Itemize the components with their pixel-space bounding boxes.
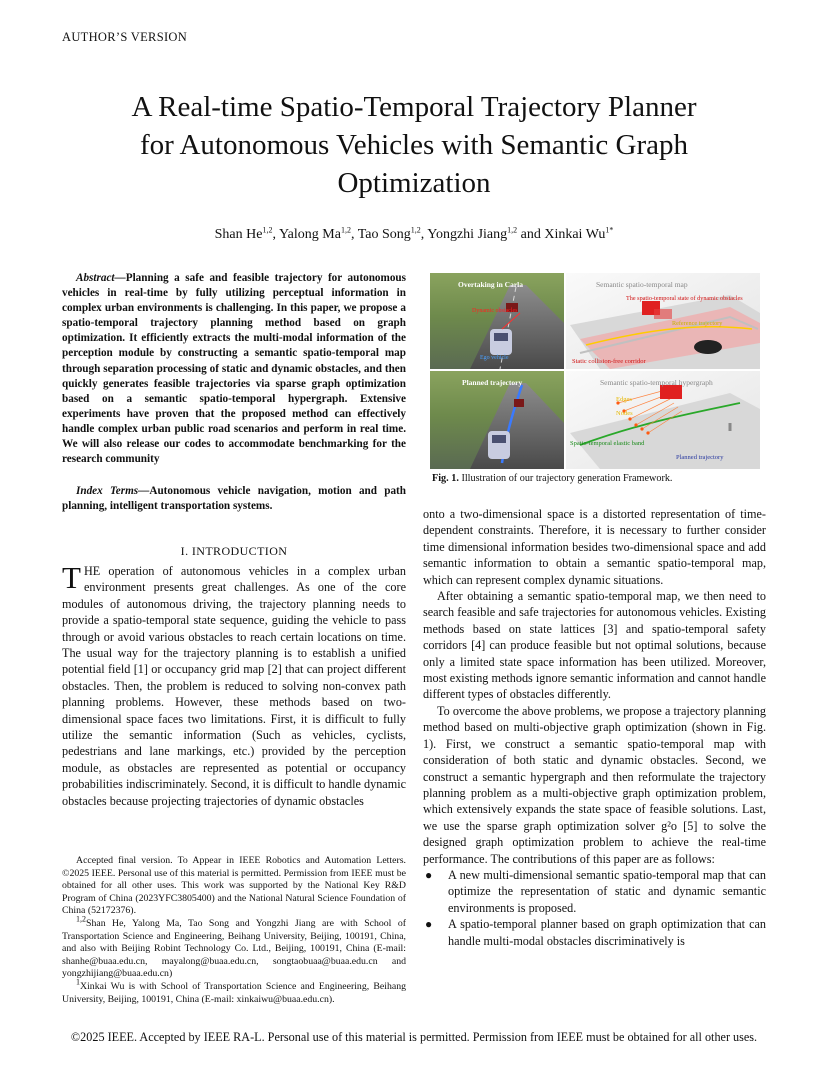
panel-hypergraph — [566, 371, 760, 469]
list-item: ● A spatio-temporal planner based on graph optimization that can handle multi-modal obstacles discriminatively is — [425, 917, 766, 948]
index-terms: Index Terms—Autonomous vehicle navigation, motion and path planning, intelligent transportation systems. — [62, 485, 406, 513]
svg-text:Semantic spatio-temporal hyper: Semantic spatio-temporal hypergraph — [600, 378, 713, 387]
svg-text:Dynamic obstacles: Dynamic obstacles — [472, 308, 518, 314]
svg-text:The spatio-temporal state of d: The spatio-temporal state of dynamic obstacles — [626, 295, 743, 302]
right-column-text — [423, 506, 766, 949]
panel-planned-trajectory — [430, 371, 564, 469]
contribution-list — [423, 867, 766, 949]
paragraph: After obtaining a semantic spatio-temporal map, we then need to search feasible and safe trajectories for autonomous vehicles. Existing methods based on state lattices [3] and spatio-temporal safety corridors [4] can produce feasible but not optimal solutions, because only a limited state space information has been utilized. Moreover, most existing methods ignore semantic information and cannot handle different types of obstacles differently. — [423, 589, 766, 702]
paragraph: onto a two-dimensional space is a distorted representation of time-dependent constraints. Therefore, it is necessary to further consider time dimensional information besides two-dimensional space and add semantic information to obtain a semantic spatio-temporal map, which can represent complex dynamic situations. — [423, 507, 766, 587]
footnotes — [62, 855, 406, 1006]
author: Yalong Ma — [278, 227, 341, 242]
author-list: Shan He$^{1,2}$, Yalong Ma$^{1,2}$, Tao Song$^{1,2}$, Yongzhi Jiang$^{1,2}$ and Xinkai $Wu^{1*}$ — [214, 225, 614, 242]
svg-text:Edges: Edges — [616, 396, 632, 403]
author: Xinkai Wu — [544, 227, 606, 242]
svg-text:Nodes: Nodes — [616, 410, 633, 417]
copyright-footer: ©2025 IEEE. Accepted by IEEE RA-L. Personal use of this material is permitted. Permission from IEEE must be obtained for all other uses. — [70, 1030, 758, 1044]
footnote: $^{1,2}$Shan He, Yalong Ma, Tao Song and Yongzhi Jiang are with School of Transportation Science and Engineering, Beihang University, Beijing, 100191, China, and also with Beijing Robint Technology Co. Ltd., Beijing, 100191, China (E-mail: shanhe@buaa.edu.cn, mayalong@buaa.edu.cn, songtaobuaa@buaa.edu.cn and yongzhijiang@buaa.edu.cn) — [62, 914, 406, 980]
svg-text:Planned trajectory: Planned trajectory — [462, 378, 523, 387]
svg-text:Overtaking in Carla: Overtaking in Carla — [458, 280, 523, 289]
abstract: Abstract—Planning a safe and feasible trajectory for autonomous vehicles in real-time by fully utilizing perceptual information in complex urban environments is challenging. In this paper, we propose a spatio-temporal trajectory planning method based on graph optimization. It efficiently extracts the multi-modal information of the perception module by constructing a semantic spatio-temporal map through separation processing of static and dynamic obstacles, and then quickly generates feasible trajectories via sparse graph optimization based on a semantic spatio-temporal hypergraph. Extensive experiments have proven that the proposed method can effectively handle complex urban public road scenarios and perform in real time. We will also release our codes to accommodate benchmarking for the research community — [62, 272, 406, 466]
figure-1 — [430, 273, 760, 469]
ego-vehicle — [490, 329, 512, 355]
list-item: ● A new multi-dimensional semantic spatio-temporal map that can optimize the representation of static and dynamic semantic environments is proposed. — [425, 867, 766, 915]
running-header: AUTHOR’S VERSION — [62, 30, 188, 44]
paper-title: A Real-time Spatio-Temporal Trajectory Planner for Autonomous Vehicles with Semantic Graph Optimization — [131, 91, 697, 199]
panel-semantic-map — [566, 273, 760, 369]
author: Shan He — [214, 227, 263, 242]
svg-text:Static collision-free corridor: Static collision-free corridor — [572, 358, 646, 365]
footnote: $^1$Xinkai Wu is with School of Transportation Science and Engineering, Beihang University, Beijing, 100191, China (E-mail: xinkaiwu@buaa.edu.cn). — [62, 977, 406, 1005]
paragraph: To overcome the above problems, we propose a trajectory planning method based on multi-objective graph optimization (shown in Fig. 1). First, we construct a semantic spatio-temporal map with consideration of both static and dynamic obstacles. Second, we construct a semantic hypergraph and then reformulate the trajectory planning problem as a multi-objective graph optimization problem, which extensively expands the state space of feasible solutions. Last, we use the sparse graph optimization solver g²o [5] to solve the designed graph optimization problem to achieve the real-time performance. The contributions of this paper are as follows: — [423, 703, 766, 866]
section-heading: I. INTRODUCTION — [180, 544, 288, 558]
svg-text:Ego vehicle: Ego vehicle — [480, 355, 509, 361]
svg-text:Planned trajectory: Planned trajectory — [676, 454, 724, 461]
svg-text:Semantic spatio-temporal map: Semantic spatio-temporal map — [596, 280, 688, 289]
intro-paragraph: THE operation of autonomous vehicles in a complex urban environment presents great challenges. As one of the core modules of autonomous driving, the trajectory planning needs to provide a spatio-temporal state sequence, guiding the vehicle to pass through or avoid various obstacles to reach certain locations on time. The usual way for the trajectory planning is to establish a unified potential field [1] or occupancy grid map [2] that can project different obstacles. Then, the problem is reduced to solving non-convex path planning problems. However, these methods based on two-dimensional space faces two limitations. First, it is difficult to fully utilize the semantic information (Such as vehicles, cyclists, pedestrians and lane markings, etc.) provided by the perception module, as obstacles are represented as potential or occupancy probabilities indiscriminately. Second, it is difficult to handle dynamic obstacles because projecting trajectories of dynamic obstacles — [62, 560, 406, 808]
drop-cap: T — [62, 560, 81, 595]
author: Tao Song — [357, 227, 411, 242]
svg-text:Spatio-temporal elastic band: Spatio-temporal elastic band — [570, 440, 645, 447]
bullet-icon: ● — [425, 867, 433, 882]
footnote: Accepted final version. To Appear in IEEE Robotics and Automation Letters. ©2025 IEEE. Personal use of this material is permitted. Permission from IEEE must be obtained for all other uses. This work was supported by the National Key R&D Program of China (2023YFC3805400) and the National Natural Science Foundation of China (52172376). — [62, 855, 406, 917]
panel-carla-scene — [430, 273, 564, 369]
svg-text:Reference trajectory: Reference trajectory — [672, 320, 723, 327]
bullet-icon: ● — [425, 917, 433, 932]
figure-caption: Fig. 1. Illustration of our trajectory generation Framework. — [432, 473, 673, 484]
author: Yongzhi Jiang — [427, 227, 508, 242]
